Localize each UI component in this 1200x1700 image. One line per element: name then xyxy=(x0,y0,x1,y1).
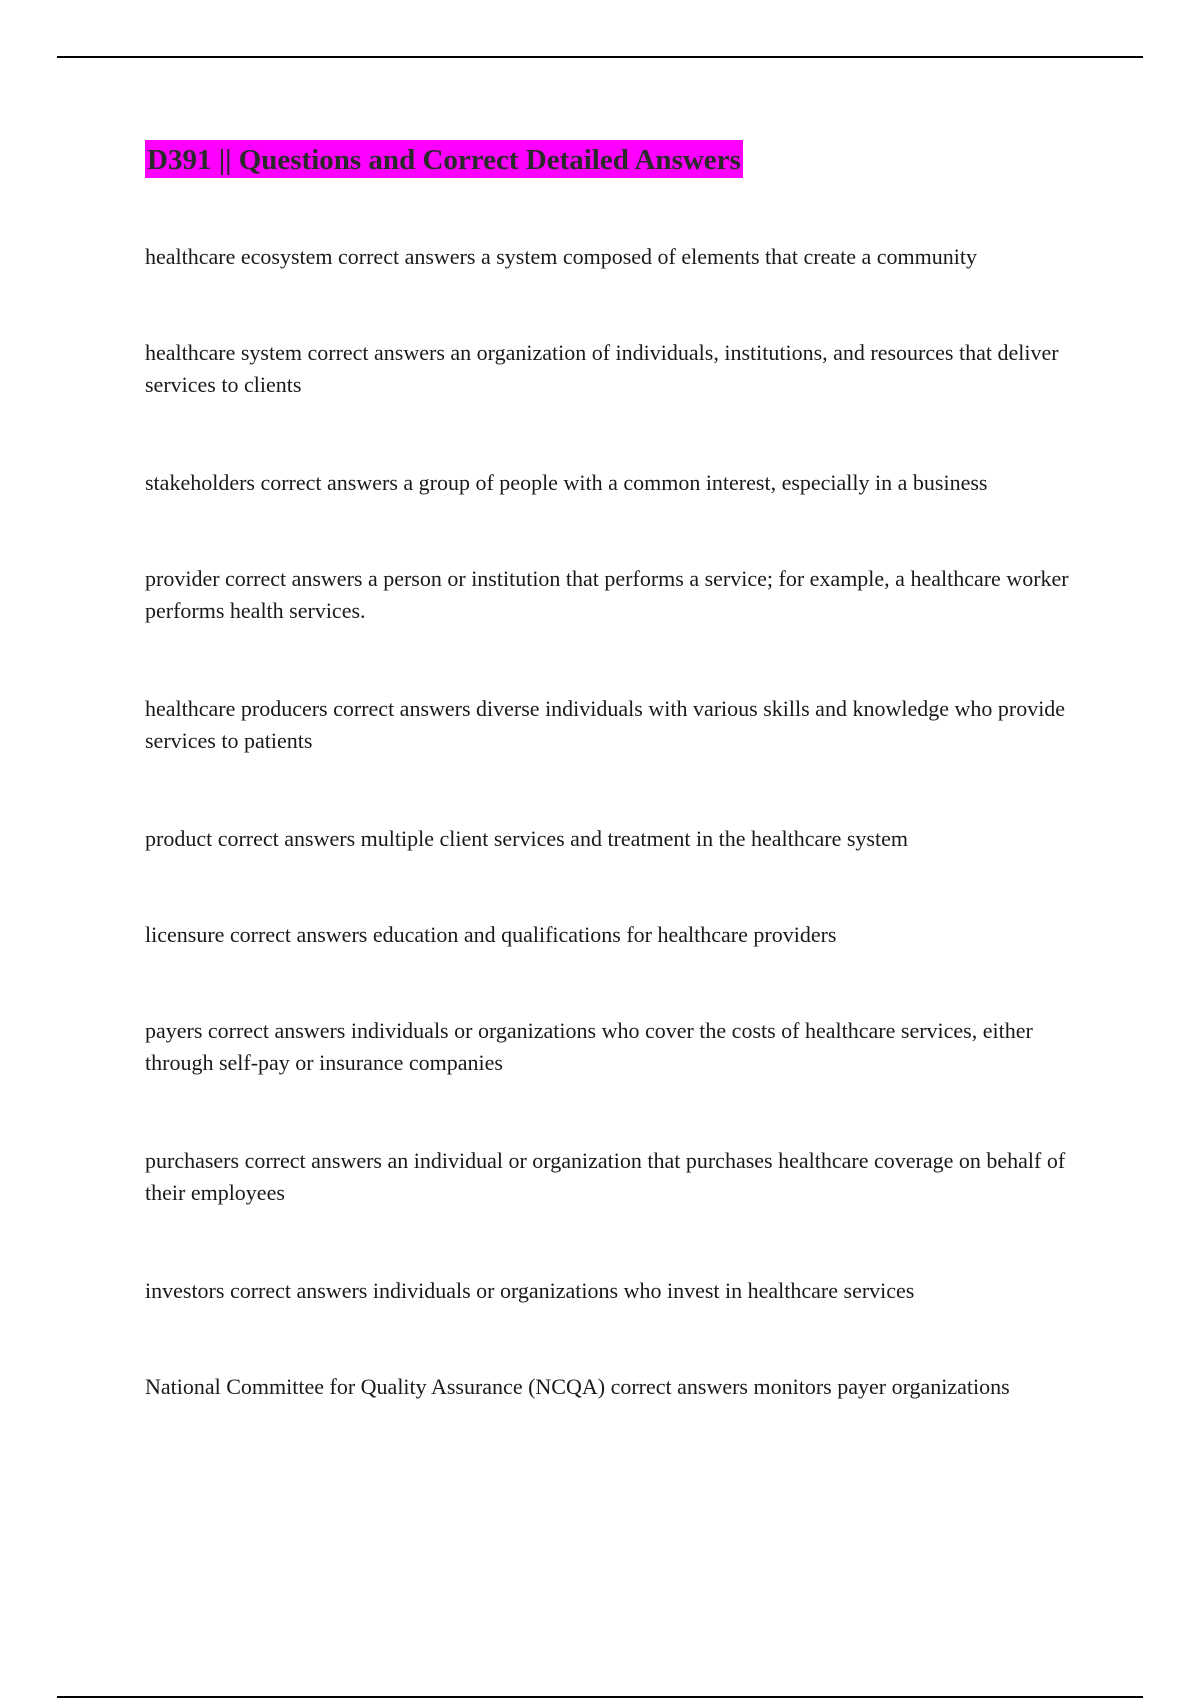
document-title: D391 || Questions and Correct Detailed Answers xyxy=(145,140,743,178)
qa-entry: stakeholders correct answers a group of people with a common interest, especially in a business xyxy=(145,470,988,495)
qa-entry: purchasers correct answers an individual or organization that purchases healthcare coverage on behalf of their employees xyxy=(145,1148,1066,1205)
qa-entry: healthcare producers correct answers diverse individuals with various skills and knowledge who provide services to patients xyxy=(145,696,1066,753)
qa-entry: healthcare ecosystem correct answers a system composed of elements that create a community xyxy=(145,244,978,269)
header-rule xyxy=(57,56,1143,58)
qa-entry: provider correct answers a person or institution that performs a service; for example, a healthcare worker performs health services. xyxy=(145,566,1069,623)
qa-entry: licensure correct answers education and qualifications for healthcare providers xyxy=(145,922,837,947)
qa-entry: payers correct answers individuals or organizations who cover the costs of healthcare services, either through self-pay or insurance companies xyxy=(145,1018,1033,1075)
qa-entry: product correct answers multiple client services and treatment in the healthcare system xyxy=(145,826,908,851)
qa-entry: healthcare system correct answers an organization of individuals, institutions, and resources that deliver services to clients xyxy=(145,340,1059,397)
document-body xyxy=(145,140,1095,1469)
qa-entry: National Committee for Quality Assurance (NCQA) correct answers monitors payer organizations xyxy=(145,1374,1010,1399)
footer-rule xyxy=(57,1696,1143,1698)
qa-entry: investors correct answers individuals or organizations who invest in healthcare services xyxy=(145,1278,915,1303)
